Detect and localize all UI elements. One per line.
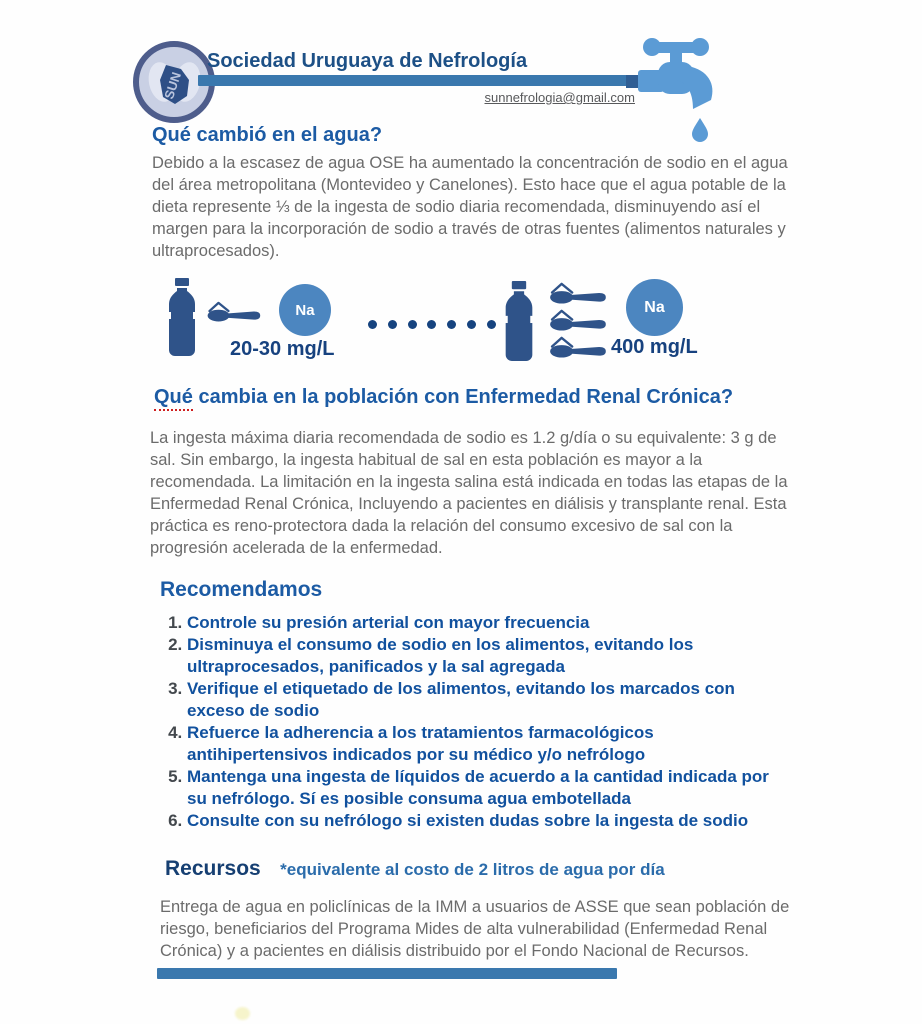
water-bottle-icon <box>501 281 537 363</box>
org-title: Sociedad Uruguaya de Nefrología <box>207 50 528 72</box>
recursos-note: *equivalente al costo de 2 litros de agua por día <box>280 860 665 879</box>
section-agua-paragraph: Debido a la escasez de agua OSE ha aumentado la concentración de sodio en el agua del área metropolitana (Montevideo y Canelones). Esto hace que el agua potable de la dieta represente ⅓ de la ingesta de sodio diaria recomendada, disminuyendo así el margen para la incorporación de sodio a través de otras fuentes (alimentos naturales y ultraprocesados). <box>152 154 788 260</box>
recursos-heading-row <box>165 857 665 881</box>
dot <box>427 320 436 329</box>
recursos-paragraph: Entrega de agua en policlínicas de la IMM a usuarios de ASSE que sean población de riesgo, beneficiarios del Programa Mides de alta vulnerabilidad (Enfermedad Renal Crónica) y a pacientes en diálisis distribuido por el Fondo Nacional de Recursos. <box>160 898 790 960</box>
recomendamos-heading: Recomendamos <box>160 578 323 601</box>
dot <box>447 320 456 329</box>
dots-row <box>368 320 496 329</box>
sodium-badge-low: Na <box>279 284 331 336</box>
list-item: 1. Controle su presión arterial con mayor frecuencia <box>187 612 772 634</box>
artifact-dot <box>235 1007 250 1020</box>
dot <box>487 320 496 329</box>
list-item: 5. Mantenga una ingesta de líquidos de acuerdo a la cantidad indicada por su nefrólogo. Sí es posible consuma agua embotellada <box>187 766 772 810</box>
dot <box>467 320 476 329</box>
email-link[interactable]: sunnefrologia@gmail.com <box>484 90 635 105</box>
section-erc-paragraph: La ingesta máxima diaria recomendada de sodio es 1.2 g/día o su equivalente: 3 g de sal. Sin embargo, la ingesta habitual de sal en esta población es mayor a la recomendada. La limitación en la ingesta salina está indicada en todas las etapas de la Enfermedad Renal Crónica, Incluyendo a pacientes en diálisis y transplante renal. Esta práctica es reno-protectora dada la relación del consumo excesivo de sal con la progresión acelerada de la enfermedad. <box>150 429 788 557</box>
logo-text: SUN <box>161 70 184 101</box>
sodium-badge-high: Na <box>626 279 683 336</box>
salt-spoon-icon <box>545 335 609 359</box>
recursos-heading: Recursos <box>165 857 261 880</box>
sodium-low-value: 20-30 mg/L <box>230 338 335 360</box>
header-divider-bar <box>198 75 631 86</box>
section-erc-heading-rest: cambia en la población con Enfermedad Renal Crónica? <box>192 386 734 408</box>
sodium-high-value: 400 mg/L <box>611 336 698 358</box>
salt-spoons-stack <box>545 281 609 359</box>
spellcheck-underline-word: Qué <box>154 386 193 411</box>
salt-spoon-icon <box>545 308 609 332</box>
list-item: 3. Verifique el etiquetado de los alimentos, evitando los marcados con exceso de sodio <box>187 678 772 722</box>
water-bottle-icon <box>165 278 199 358</box>
list-item: 4. Refuerce la adherencia a los tratamientos farmacológicos antihipertensivos indicados por su médico y/o nefrólogo <box>187 722 772 766</box>
dot <box>388 320 397 329</box>
list-item: 2. Disminuya el consumo de sodio en los alimentos, evitando los ultraprocesados, panificados y la sal agregada <box>187 634 772 678</box>
faucet-icon <box>626 34 720 142</box>
list-item: 6. Consulte con su nefrólogo si existen dudas sobre la ingesta de sodio <box>187 810 772 832</box>
salt-spoon-icon <box>204 299 262 324</box>
dot <box>408 320 417 329</box>
recommendations-list <box>160 612 772 832</box>
dot <box>368 320 377 329</box>
section-agua-heading: Qué cambió en el agua? <box>152 124 383 146</box>
salt-spoon-icon <box>545 281 609 305</box>
footer-divider-bar <box>157 968 617 979</box>
section-erc-heading <box>154 386 733 409</box>
